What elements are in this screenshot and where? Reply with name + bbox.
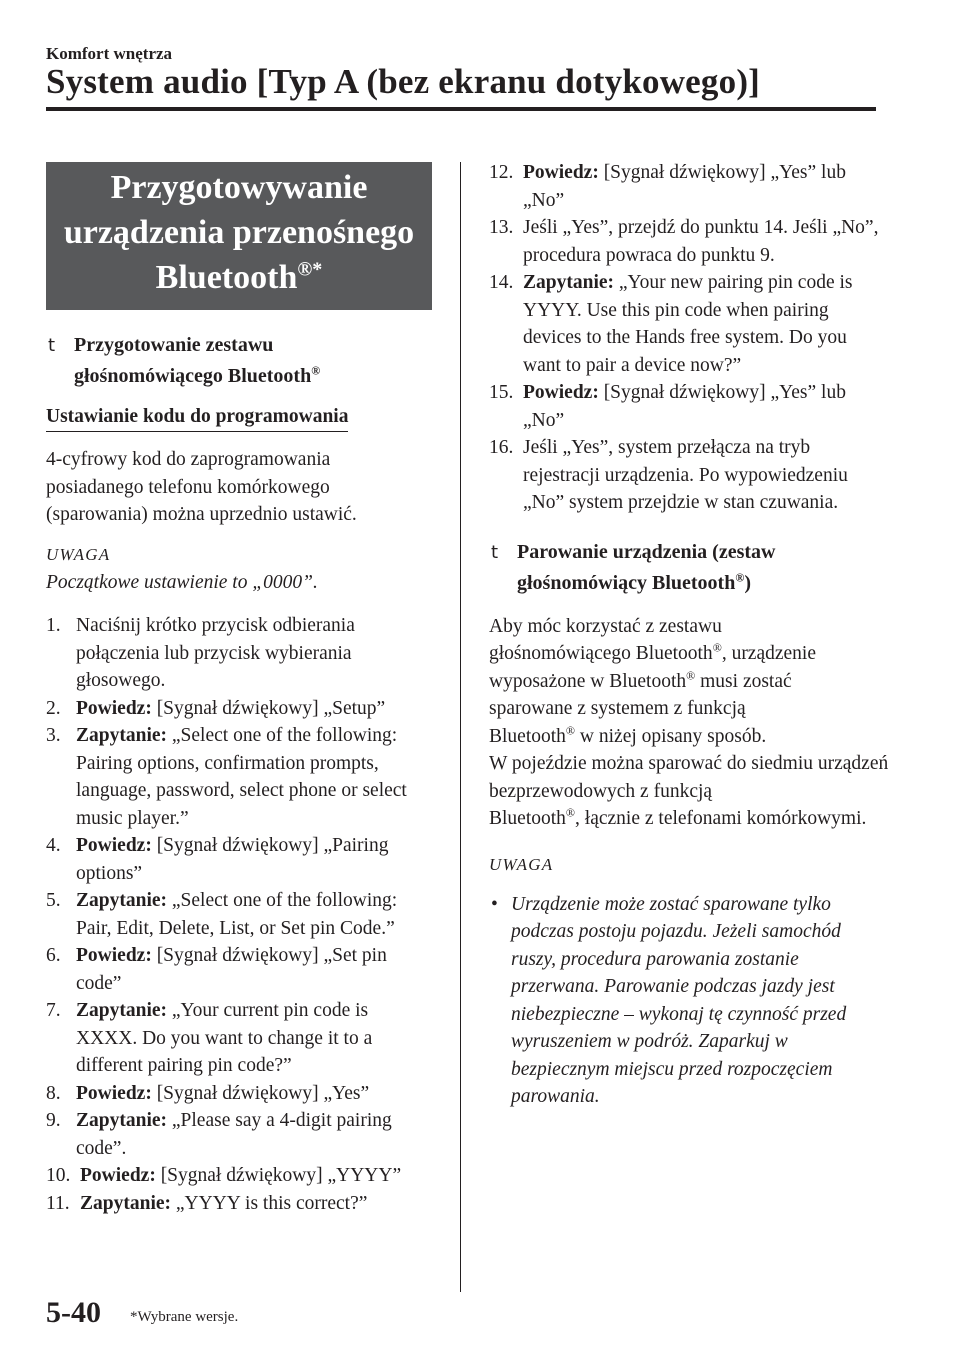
step-body <box>523 214 889 269</box>
step-number: 4. <box>46 835 61 856</box>
step-keyword: Powiedz: <box>523 382 599 403</box>
step-number: 9. <box>46 1110 61 1131</box>
step-item <box>46 1190 432 1218</box>
pairing-line-b-rest: , urządzenie <box>721 643 816 664</box>
registered-mark: ® <box>735 569 745 584</box>
step-body <box>76 612 432 695</box>
subheading-2-text <box>517 537 889 599</box>
step-text: Naciśnij krótko przycisk odbierania połączenia lub przycisk wybierania głosowego. <box>76 615 355 691</box>
step-text: [Sygnał dźwiękowy] „YYYY” <box>155 1165 402 1186</box>
subheading-2-line-2 <box>517 568 889 599</box>
step-keyword: Powiedz: <box>523 162 599 183</box>
page-number: 5-40 <box>46 1296 101 1329</box>
step-body <box>80 1162 432 1190</box>
step-number: 8. <box>46 1082 61 1104</box>
subheading-2-close: ) <box>744 571 751 594</box>
step-item <box>489 269 889 379</box>
step-text: [Sygnał dźwiękowy] „Setup” <box>151 697 386 719</box>
step-keyword: Powiedz: <box>76 1082 152 1104</box>
subheading-2-line-1: Parowanie urządzenia (zestaw <box>517 540 776 563</box>
step-keyword: Powiedz: <box>76 835 152 856</box>
title-line-3 <box>46 255 432 300</box>
step-body <box>523 269 889 379</box>
step-text: „Select one of the following: Pair, Edit, Delete, List, or Set pin Code.” <box>76 890 398 939</box>
step-number: 11. <box>46 1192 70 1214</box>
chapter-title-box <box>46 162 432 310</box>
note-label-2: UWAGA <box>489 854 554 874</box>
step-keyword: Zapytanie: <box>76 725 168 746</box>
step-body <box>76 942 432 997</box>
intro-paragraph: 4-cyfrowy kod do zaprogramowania posiadanego telefonu komórkowego (sparowania) można uprzednio ustawić. <box>46 449 357 525</box>
step-number: 14. <box>489 272 514 293</box>
pairing-line-e-text: Bluetooth <box>489 725 566 747</box>
step-number: 1. <box>46 615 61 636</box>
step-text: „Select one of the following: Pairing options, confirmation prompts, language, password, select phone or select music player.” <box>76 725 407 829</box>
step-keyword: Zapytanie: <box>76 890 168 911</box>
step-item <box>46 997 432 1080</box>
subheading-2-line-2-text: głośnomówiący Bluetooth <box>517 571 736 594</box>
step-item <box>46 1080 432 1108</box>
column-divider <box>460 162 461 1292</box>
steps-list-left <box>46 612 432 1217</box>
right-column <box>489 159 889 1111</box>
step-item <box>489 379 889 434</box>
step-text: [Sygnał dźwiękowy] „Pairing options” <box>76 835 389 884</box>
subheading-2 <box>489 537 889 599</box>
pairing-line-g-rest: , łącznie z telefonami komórkowymi. <box>575 808 867 829</box>
step-text: „YYYY is this correct?” <box>171 1192 368 1214</box>
step-number: 13. <box>489 217 514 238</box>
step-keyword: Powiedz: <box>76 697 152 719</box>
step-item <box>489 434 889 517</box>
pairing-line-b-text: głośnomówiącego Bluetooth <box>489 643 713 664</box>
step-item <box>46 942 432 997</box>
step-number: 16. <box>489 437 514 458</box>
step-item <box>46 612 432 695</box>
pairing-line-c-rest: musi zostać <box>695 670 792 692</box>
step-number: 2. <box>46 697 61 719</box>
step-body <box>523 434 889 517</box>
step-number: 7. <box>46 1000 61 1021</box>
note-text: Początkowe ustawienie to „0000”. <box>46 571 318 593</box>
note-label: UWAGA <box>46 544 111 564</box>
step-item <box>489 159 889 214</box>
section-marker-icon: t <box>48 335 56 356</box>
step-text: Jeśli „Yes”, system przełącza na tryb rejestracji urządzenia. Po wypowiedzeniu „No” system przejdzie w stan czuwania. <box>523 437 848 513</box>
title-line-3-text: Bluetooth <box>155 259 298 296</box>
step-number: 12. <box>489 162 514 183</box>
steps-list-right <box>489 159 889 517</box>
step-item <box>46 1162 432 1190</box>
note-bullet-text: Urządzenie może zostać sparowane tylko podczas postoju pojazdu. Jeżeli samochód ruszy, procedura parowania zostanie przerwana. Parowanie podczas jazdy jest niebezpieczne – wykonaj tę czynność przed wyruszeniem w podróż. Zaparkuj w bezpiecznym miejscu przed rozpoczęciem parowania. <box>511 893 847 1107</box>
step-text: „Your current pin code is XXXX. Do you want to change it to a different pairing pin code?” <box>76 1000 373 1076</box>
step-text: [Sygnał dźwiękowy] „Yes” lub „No” <box>523 162 846 211</box>
step-body <box>523 159 889 214</box>
step-body <box>523 379 889 434</box>
registered-mark: ® <box>686 668 696 682</box>
pairing-line-g <box>489 805 889 833</box>
step-text: „Your new pairing pin code is YYYY. Use this pin code when pairing devices to the Hands free system. Do you want to pair a device now?” <box>523 272 853 376</box>
registered-mark: ® <box>712 640 722 655</box>
footnote: *Wybrane wersje. <box>130 1309 239 1325</box>
step-number: 6. <box>46 945 61 966</box>
title-line-1: Przygotowywanie <box>110 169 368 206</box>
step-text: „Please say a 4-digit pairing code”. <box>76 1110 392 1159</box>
left-column <box>46 162 432 1217</box>
subheading-1-line-1: Przygotowanie zestawu <box>74 334 274 356</box>
step-text: Jeśli „Yes”, przejdź do punktu 14. Jeśli „No”, procedura powraca do punktu 9. <box>523 217 879 266</box>
title-line-2: urządzenia przenośnego <box>63 214 415 251</box>
step-text: [Sygnał dźwiękowy] „Set pin code” <box>76 945 387 994</box>
step-text: [Sygnał dźwiękowy] „Yes” lub „No” <box>523 382 846 431</box>
step-body <box>76 997 432 1080</box>
step-body <box>80 1190 432 1218</box>
underline-heading: Ustawianie kodu do programowania <box>46 404 348 432</box>
step-item <box>489 214 889 269</box>
registered-mark: ® <box>565 805 576 820</box>
pairing-line-c-text: wyposażone w Bluetooth <box>489 670 687 692</box>
step-body <box>76 1107 432 1162</box>
note-bullet <box>489 891 889 1111</box>
step-keyword: Zapytanie: <box>523 272 615 293</box>
title-superscript: ®* <box>297 258 323 281</box>
step-body <box>76 722 432 832</box>
subheading-1-line-2 <box>74 361 432 392</box>
step-number: 15. <box>489 382 514 403</box>
pairing-line-d: sparowane z systemem z funkcją <box>489 698 746 719</box>
pairing-line-a: Aby móc korzystać z zestawu <box>489 615 722 637</box>
step-item <box>46 832 432 887</box>
registered-mark: ® <box>565 723 576 737</box>
step-item <box>46 1107 432 1162</box>
pairing-line-c <box>489 668 889 696</box>
step-keyword: Zapytanie: <box>80 1192 172 1214</box>
step-keyword: Powiedz: <box>80 1165 156 1186</box>
bullet-icon: • <box>491 893 498 915</box>
pairing-line-b <box>489 640 889 668</box>
header-rule <box>46 107 876 111</box>
step-item <box>46 722 432 832</box>
registered-mark: ® <box>311 363 321 378</box>
step-item <box>46 887 432 942</box>
subheading-1-line-2-text: głośnomówiącego Bluetooth <box>74 365 312 387</box>
pairing-line-f: W pojeździe można sparować do siedmiu urządzeń bezprzewodowych z funkcją <box>489 753 889 802</box>
underline-heading-wrap <box>46 404 432 432</box>
step-keyword: Zapytanie: <box>76 1000 168 1021</box>
step-body <box>76 1080 432 1108</box>
step-body <box>76 832 432 887</box>
step-text: [Sygnał dźwiękowy] „Yes” <box>151 1082 370 1104</box>
section-marker-icon: t <box>491 541 499 563</box>
subheading-1 <box>46 330 432 392</box>
pairing-line-e-rest: w niżej opisany sposób. <box>575 725 767 747</box>
step-keyword: Powiedz: <box>76 945 152 966</box>
step-number: 3. <box>46 725 61 746</box>
step-number: 10. <box>46 1165 71 1186</box>
subheading-1-text <box>74 330 432 392</box>
step-body <box>76 887 432 942</box>
step-keyword: Zapytanie: <box>76 1110 168 1131</box>
section-title: System audio [Typ A (bez ekranu dotykowego)] <box>46 62 761 101</box>
step-body <box>76 695 432 723</box>
step-number: 5. <box>46 890 61 911</box>
pairing-line-g-text: Bluetooth <box>489 808 566 829</box>
pairing-line-e <box>489 723 889 751</box>
step-item <box>46 695 432 723</box>
section-label: Komfort wnętrza <box>46 44 173 63</box>
pairing-paragraph <box>489 613 889 833</box>
